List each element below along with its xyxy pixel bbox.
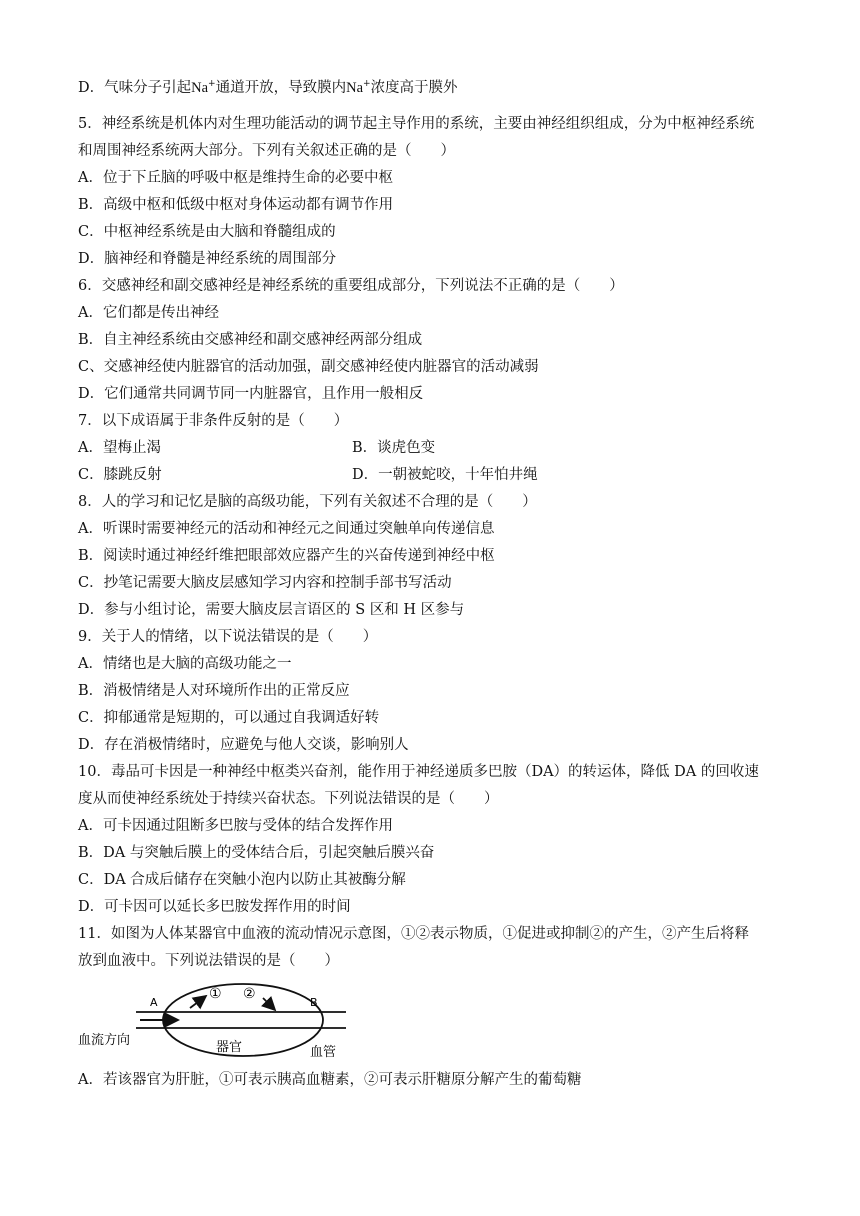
q6-option-c: C、交感神经使内脏器官的活动加强，副交感神经使内脏器官的活动减弱: [78, 359, 539, 375]
q10-option-a: A．可卡因通过阻断多巴胺与受体的结合发挥作用: [78, 818, 393, 834]
q10-option-b: B．DA 与突触后膜上的受体结合后，引起突触后膜兴奋: [78, 845, 435, 861]
q11-stem-line2: 放到血液中。下列说法错误的是（ ）: [78, 953, 339, 969]
q7-stem: 7．以下成语属于非条件反射的是（ ）: [78, 413, 349, 429]
q8-stem: 8．人的学习和记忆是脑的高级功能，下列有关叙述不合理的是（ ）: [78, 494, 537, 510]
q6-option-a: A．它们都是传出神经: [78, 305, 219, 321]
label-vessel: 血管: [310, 1045, 337, 1060]
q10-option-c: C．DA 合成后储存在突触小泡内以防止其被酶分解: [78, 872, 406, 888]
q8-option-a: A．听课时需要神经元的活动和神经元之间通过突触单向传递信息: [78, 521, 495, 537]
q7-option-a: A．望梅止渴: [78, 440, 161, 456]
q6-option-d: D．它们通常共同调节同一内脏器官，且作用一般相反: [78, 386, 424, 402]
q6-stem: 6．交感神经和副交感神经是神经系统的重要组成部分，下列说法不正确的是（ ）: [78, 278, 624, 294]
q9-option-a: A．情绪也是大脑的高级功能之一: [78, 656, 292, 672]
q5-option-d: D．脑神经和脊髓是神经系统的周围部分: [78, 251, 337, 267]
q5-option-b: B．高级中枢和低级中枢对身体运动都有调节作用: [78, 197, 394, 213]
q8-option-b: B．阅读时通过神经纤维把眼部效应器产生的兴奋传递到神经中枢: [78, 548, 495, 564]
label-a: A: [150, 996, 158, 1009]
q11-stem-line1: 11．如图为人体某器官中血液的流动情况示意图，①②表示物质，①促进或抑制②的产生，②产生后将释: [78, 926, 749, 942]
q6-option-b: B．自主神经系统由交感神经和副交感神经两部分组成: [78, 332, 423, 348]
q10-stem-line1: 10．毒品可卡因是一种神经中枢类兴奋剂，能作用于神经递质多巴胺（DA）的转运体，降低 DA 的回收速: [78, 764, 759, 780]
q7-option-c: C．膝跳反射: [78, 467, 162, 483]
label-blood-flow-direction: 血流方向: [78, 1033, 131, 1048]
substance-1-arrow: [190, 996, 206, 1008]
q9-option-d: D．存在消极情绪时，应避免与他人交谈，影响别人: [78, 737, 409, 753]
q9-option-b: B．消极情绪是人对环境所作出的正常反应: [78, 683, 350, 699]
label-organ: 器官: [216, 1040, 243, 1055]
blood-flow-diagram: [78, 978, 346, 1068]
q5-option-c: C．中枢神经系统是由大脑和脊髓组成的: [78, 224, 336, 240]
label-substance-2: ②: [243, 986, 256, 1002]
q7-option-b: B．谈虎色变: [352, 440, 436, 456]
q5-option-a: A．位于下丘脑的呼吸中枢是维持生命的必要中枢: [78, 170, 393, 186]
label-substance-1: ①: [209, 986, 222, 1002]
q8-option-d: D．参与小组讨论，需要大脑皮层言语区的 S 区和 H 区参与: [78, 602, 465, 618]
q5-stem-line1: 5．神经系统是机体内对生理功能活动的调节起主导作用的系统，主要由神经组织组成，分为中枢神经系统: [78, 116, 755, 132]
q5-stem-line2: 和周围神经系统两大部分。下列有关叙述正确的是（ ）: [78, 143, 455, 159]
q9-stem: 9．关于人的情绪，以下说法错误的是（ ）: [78, 629, 378, 645]
q11-option-a: A．若该器官为肝脏，①可表示胰高血糖素，②可表示肝糖原分解产生的葡萄糖: [78, 1072, 582, 1088]
q4-option-d: D．气味分子引起Na+通道开放，导致膜内Na+浓度高于膜外: [78, 79, 458, 96]
q9-option-c: C．抑郁通常是短期的，可以通过自我调适好转: [78, 710, 380, 726]
label-b: B: [310, 996, 318, 1009]
q10-stem-line2: 度从而使神经系统处于持续兴奋状态。下列说法错误的是（ ）: [78, 791, 499, 807]
q7-option-d: D．一朝被蛇咬，十年怕井绳: [352, 467, 538, 483]
q10-option-d: D．可卡因可以延长多巴胺发挥作用的时间: [78, 899, 351, 915]
q8-option-c: C．抄笔记需要大脑皮层感知学习内容和控制手部书写活动: [78, 575, 452, 591]
substance-2-arrow: [263, 998, 275, 1010]
